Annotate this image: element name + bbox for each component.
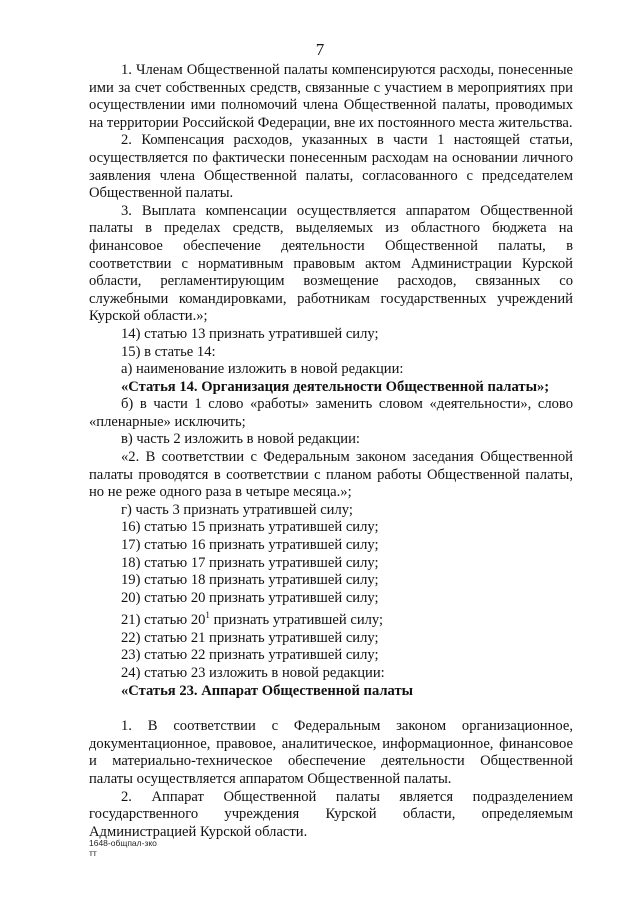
amendment-item-21: [89, 607, 573, 629]
article-23-part-2: 2. Аппарат Общественной палаты является подразделением государственного учреждения Курской области, определяемым Администрацией Курской области.: [89, 788, 573, 840]
amendment-item-17: 17) статью 16 признать утратившей силу;: [121, 537, 379, 554]
article-23-heading: «Статья 23. Аппарат Общественной палаты: [121, 682, 414, 699]
amendment-item-16: 16) статью 15 признать утратившей силу;: [121, 519, 379, 536]
amendment-item-18: 18) статью 17 признать утратившей силу;: [121, 554, 379, 571]
subitem-g: г) часть 3 признать утратившей силу;: [121, 501, 353, 518]
paragraph-compensation-1: 1. Членам Общественной палаты компенсируются расходы, понесенные ими за счет собственных средств, связанные с участием в мероприятиях при осуществлении ими полномочий члена Общественной палаты, проводимых на территории Российской Федерации, вне их постоянного места жительства.: [89, 62, 573, 131]
subitem-v-text: «2. В соответствии с Федеральным законом заседания Общественной палаты проводятся в соответствии с планом работы Общественной палаты, но не реже одного раза в четыре месяца.»;: [89, 449, 573, 501]
amendment-item-23: 23) статью 22 признать утратившей силу;: [121, 647, 379, 664]
document-body: [89, 62, 573, 841]
subitem-v: в) часть 2 изложить в новой редакции:: [121, 431, 360, 448]
article-14-heading: «Статья 14. Организация деятельности Общественной палаты»;: [121, 378, 550, 395]
executor-initials: тт: [89, 848, 97, 858]
subitem-b: б) в части 1 слово «работы» заменить словом «деятельности», слово «пленарные» исключить;: [89, 396, 573, 430]
amendment-item-21-pre: 21) статью 20: [121, 612, 206, 629]
paragraph-compensation-3: 3. Выплата компенсации осуществляется аппаратом Общественной палаты в пределах средств, выделяемых из областного бюджета на финансовое обеспечение деятельности Общественной палаты, в соответствии с нормативным правовым актом Администрации Курской области, регламентирующим возмещение расходов, связанных со служебными командировками, работникам государственных учреждений Курской области.»;: [89, 202, 573, 325]
amendment-item-21-superscript: 1: [205, 610, 210, 621]
amendment-item-15: 15) в статье 14:: [121, 343, 216, 360]
subitem-a: а) наименование изложить в новой редакции:: [121, 361, 404, 378]
amendment-item-21-post: признать утратившей силу;: [209, 612, 384, 629]
paragraph-compensation-2: 2. Компенсация расходов, указанных в части 1 настоящей статьи, осуществляется по фактически понесенным расходам на основании личного заявления члена Общественной палаты, согласованного с председателем Общественной палаты.: [89, 132, 573, 202]
spacer: [89, 700, 573, 718]
amendment-item-22: 22) статью 21 признать утратившей силу;: [121, 629, 379, 646]
article-23-part-1: 1. В соответствии с Федеральным законом организационное, документационное, правовое, аналитическое, информационное, финансовое и материально-техническое обеспечение деятельности Общественной палаты осуществляется аппаратом Общественной палаты.: [89, 718, 573, 788]
amendment-item-24: 24) статью 23 изложить в новой редакции:: [121, 665, 385, 682]
amendment-item-19: 19) статью 18 признать утратившей силу;: [121, 572, 379, 589]
document-code: 1648-общпал-зко: [89, 838, 157, 848]
amendment-item-14: 14) статью 13 признать утратившей силу;: [121, 325, 379, 342]
page-number: 7: [315, 40, 325, 59]
amendment-item-20: 20) статью 20 признать утратившей силу;: [121, 589, 379, 606]
document-footer: [89, 838, 157, 858]
